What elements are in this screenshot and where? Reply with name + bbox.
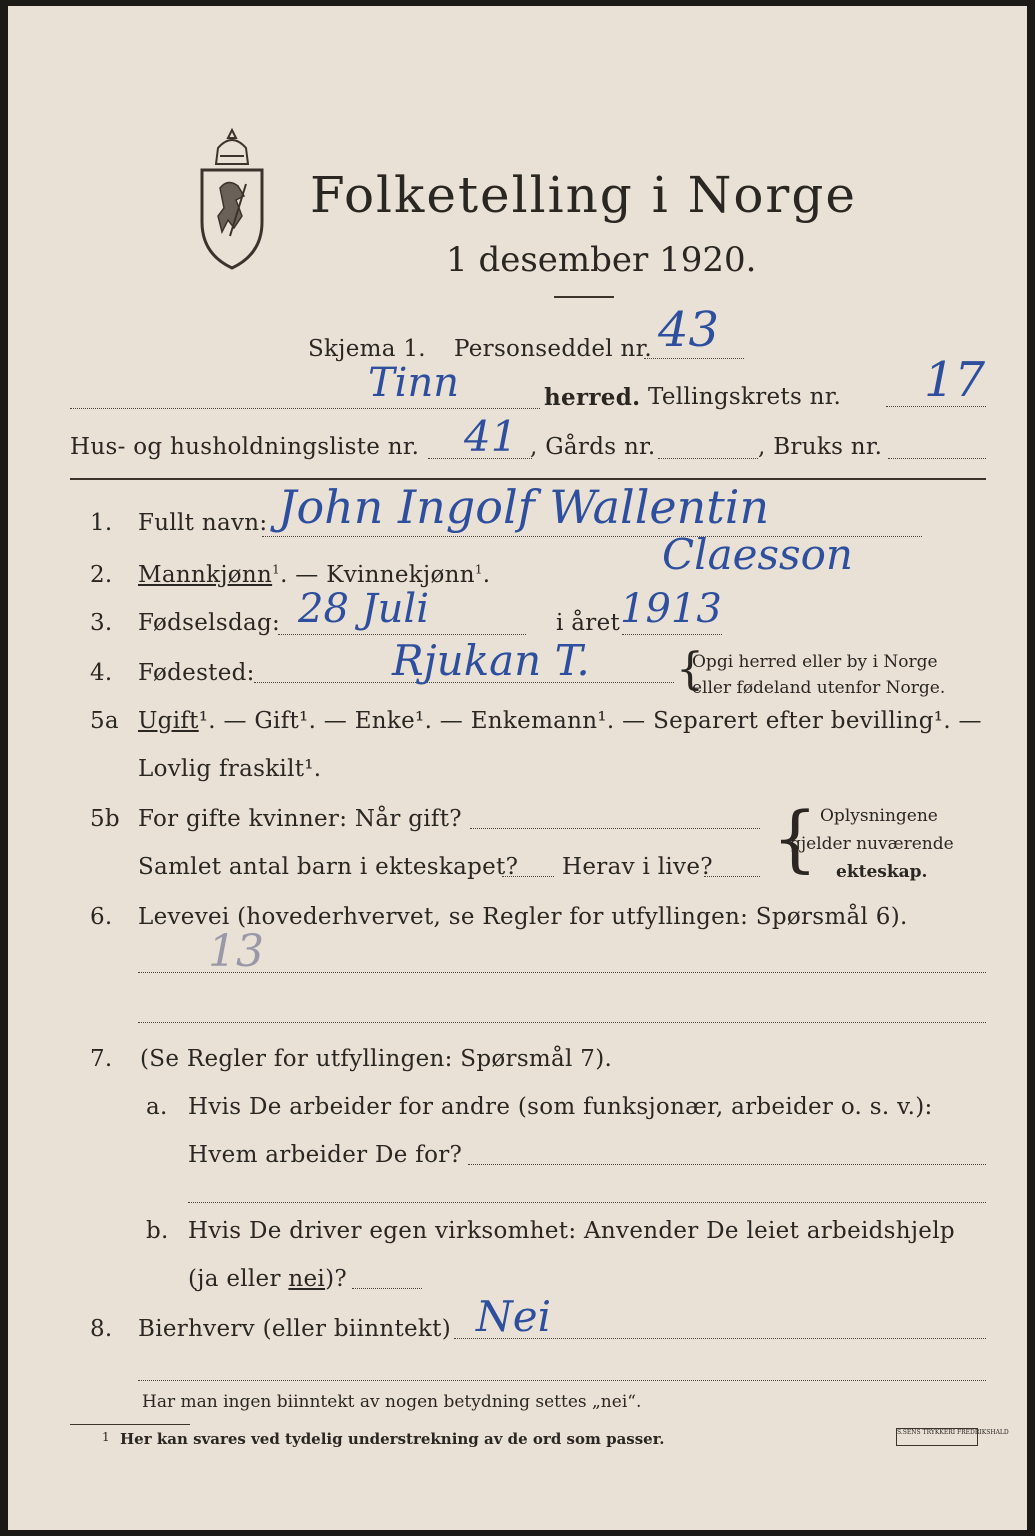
q5b-note-1: Oplysningene bbox=[820, 806, 938, 826]
q5a-ugift-option[interactable]: Ugift bbox=[138, 708, 199, 734]
q7-label: (Se Regler for utfyllingen: Spørsmål 7). bbox=[140, 1046, 613, 1072]
q2-gender-line: Mannkjønn$^1$. — Kvinnekjønn$^1$. bbox=[138, 562, 491, 588]
herred-value[interactable]: Tinn bbox=[368, 360, 459, 406]
tellingskrets-value[interactable]: 17 bbox=[924, 352, 986, 408]
q5b-line2a: Samlet antal barn i ekteskapet? bbox=[138, 854, 519, 880]
q4-note-1: Opgi herred eller by i Norge bbox=[692, 652, 938, 672]
q2-female-option[interactable]: Kvinnekjønn bbox=[326, 562, 475, 588]
form-date: 1 desember 1920. bbox=[446, 240, 757, 280]
q1-name-value-2[interactable]: Claesson bbox=[662, 530, 853, 579]
q4-note-2: eller fødeland utenfor Norge. bbox=[692, 678, 946, 698]
q4-label: Fødested: bbox=[138, 660, 255, 686]
q6-number: 6. bbox=[90, 904, 113, 930]
bruks-label: , Bruks nr. bbox=[758, 434, 883, 460]
q6-field-1[interactable] bbox=[138, 972, 986, 973]
q1-label: Fullt navn: bbox=[138, 510, 268, 536]
q1-name-value[interactable]: John Ingolf Wallentin bbox=[278, 480, 770, 534]
q5b-married-field[interactable] bbox=[470, 828, 760, 829]
q5b-children-field[interactable] bbox=[502, 876, 554, 877]
title-divider bbox=[554, 296, 614, 298]
q3-year-label: i året bbox=[556, 610, 621, 636]
q8-number: 8. bbox=[90, 1316, 113, 1342]
form-title: Folketelling i Norge bbox=[310, 166, 857, 224]
bruks-field[interactable] bbox=[888, 458, 986, 459]
q7a-letter: a. bbox=[146, 1094, 168, 1120]
footer-note: Har man ingen biinntekt av nogen betydning settes „nei“. bbox=[142, 1392, 642, 1412]
q5b-note-2: gjelder nuværende bbox=[790, 834, 954, 854]
q3-label: Fødselsdag: bbox=[138, 610, 281, 636]
q6-label: Levevei (hovederhvervet, se Regler for utfyllingen: Spørsmål 6). bbox=[138, 904, 908, 930]
q5b-line1: For gifte kvinner: Når gift? bbox=[138, 806, 462, 832]
q7-number: 7. bbox=[90, 1046, 113, 1072]
hus-label: Hus- og husholdningsliste nr. bbox=[70, 434, 420, 460]
q5b-number: 5b bbox=[90, 806, 120, 832]
q7b-line1: Hvis De driver egen virksomhet: Anvender De leiet arbeidshjelp bbox=[188, 1218, 955, 1244]
herred-label: herred. bbox=[544, 384, 641, 411]
q8-label: Bierhverv (eller biinntekt) bbox=[138, 1316, 451, 1342]
personseddel-value[interactable]: 43 bbox=[658, 302, 720, 358]
q2-number: 2. bbox=[90, 562, 113, 588]
q3-number: 3. bbox=[90, 610, 113, 636]
q8-value[interactable]: Nei bbox=[476, 1292, 552, 1341]
q3-year-value[interactable]: 1913 bbox=[620, 586, 722, 632]
q2-male-option[interactable]: Mannkjønn bbox=[138, 562, 273, 588]
q7a-employer-field[interactable] bbox=[468, 1164, 986, 1165]
footnote-number: 1 bbox=[102, 1430, 110, 1444]
census-form: Folketelling i Norge 1 desember 1920. Skjema 1. Personseddel nr. 43 Tinn herred. Tellingskrets nr. 17 Hus- og husholdningsliste nr. 41 , Gårds nr. , Bruks nr. 1. Fullt navn: John Ingolf Wallentin Claesson 2. Mannkjønn$^1$. — Kvinnekjønn$^1$. 3. Fødselsdag: 28 Juli i året 1913 4. Fødested: Rjukan T. { Opgi herred eller by i Norge eller fødeland utenfor Norge. 5a Ugift¹. — Gift¹. — Enke¹. — Enkemann¹. — Separert efter bevilling¹. — Lovlig fraskilt¹. 5b For gifte kvinner: Når gift? Samlet antal barn i ekteskapet? Herav i live? { Oplysningene gjelder nuværende ekteskap. 6. Levevei (hovederhvervet, se Regler for utfyllingen: Spørsmål 6). 13 7. (Se Regler for utfyllingen: Spørsmål 7). a. Hvis De arbeider for andre (som funksjonær, arbeider o. s. v.): Hvem arbeider De for? b. Hvis De driver egen virksomhet: Anvender De leiet arbeidshjelp (ja eller nei)? 8. Bierhverv (eller biinntekt) Nei Har man ingen biinntekt av nogen betydning settes „nei“. 1 Her kan svares ved tydelig understrekning av de ord som passer. S.SENS TRYKKERI FREDRIKSHALD bbox=[8, 6, 1027, 1530]
printer-stamp: S.SENS TRYKKERI FREDRIKSHALD bbox=[896, 1428, 978, 1446]
gards-label: , Gårds nr. bbox=[530, 434, 656, 460]
q5a-options: Ugift¹. — Gift¹. — Enke¹. — Enkemann¹. — Separert efter bevilling¹. — bbox=[138, 708, 982, 734]
q3-day-value[interactable]: 28 Juli bbox=[298, 586, 429, 632]
coat-of-arms-icon bbox=[190, 124, 274, 274]
q1-number: 1. bbox=[90, 510, 113, 536]
q7a-employer-field-2[interactable] bbox=[188, 1202, 986, 1203]
q4-birthplace-value[interactable]: Rjukan T. bbox=[392, 636, 590, 685]
gards-field[interactable] bbox=[658, 458, 758, 459]
q7a-line1: Hvis De arbeider for andre (som funksjonær, arbeider o. s. v.): bbox=[188, 1094, 933, 1120]
q8-field-2[interactable] bbox=[138, 1380, 986, 1381]
q5b-note-3: ekteskap. bbox=[836, 862, 928, 882]
tellingskrets-label: Tellingskrets nr. bbox=[648, 384, 842, 410]
q6-field-2[interactable] bbox=[138, 1022, 986, 1023]
hus-value[interactable]: 41 bbox=[464, 412, 518, 461]
skjema-label: Skjema 1. bbox=[308, 336, 426, 362]
q6-pencil-mark: 13 bbox=[208, 926, 264, 977]
q5a-number: 5a bbox=[90, 708, 119, 734]
q5b-alive-field[interactable] bbox=[704, 876, 760, 877]
q7b-nei-option[interactable]: nei bbox=[288, 1266, 326, 1292]
q7a-line2: Hvem arbeider De for? bbox=[188, 1142, 463, 1168]
q7b-letter: b. bbox=[146, 1218, 169, 1244]
q4-number: 4. bbox=[90, 660, 113, 686]
q7b-line2: (ja eller nei)? bbox=[188, 1266, 347, 1292]
footnote-text: Her kan svares ved tydelig understrekning av de ord som passer. bbox=[120, 1430, 665, 1448]
personseddel-label: Personseddel nr. bbox=[454, 336, 653, 362]
q5a-line2: Lovlig fraskilt¹. bbox=[138, 756, 322, 782]
q5b-line2b: Herav i live? bbox=[562, 854, 713, 880]
